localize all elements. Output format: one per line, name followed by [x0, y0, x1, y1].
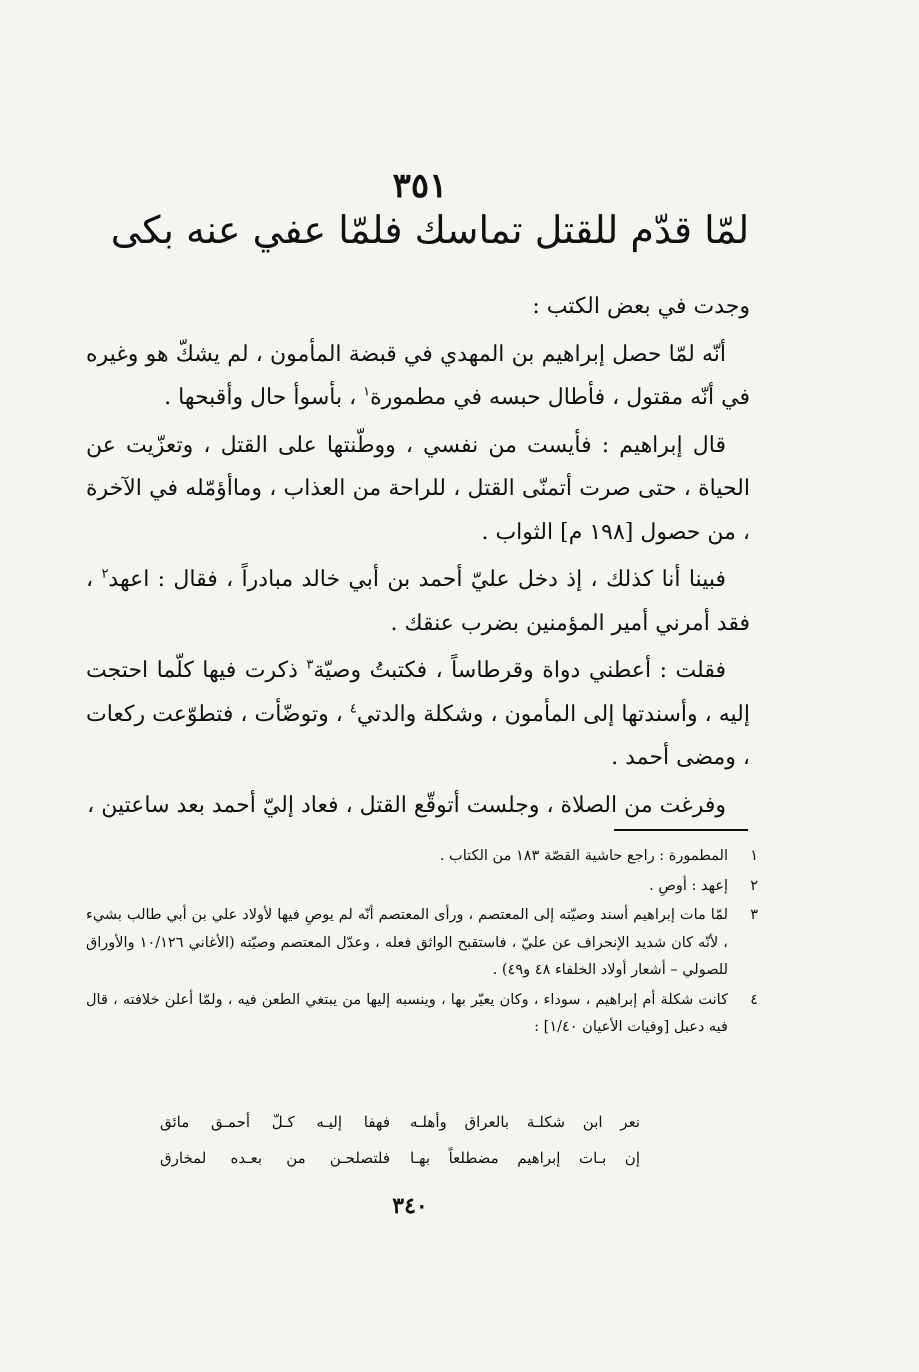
footnote-separator — [614, 829, 748, 831]
footnote-text: إعهد : أوصِ . — [649, 877, 728, 894]
paragraph-6-text: وفرغت من الصلاة ، وجلست أتوقّع القتل ، فعاد إليّ أحمد بعد ساعتين ، — [87, 792, 726, 818]
paragraph-5 — [86, 649, 750, 780]
footnotes — [86, 843, 758, 1044]
paragraph-4-text: فبينا أنا كذلك ، إذ دخل عليّ أحمد بن أبي خالد مبادراً ، فقال : اعهد — [108, 567, 726, 592]
footnote-ref-3: ٣ — [306, 657, 314, 673]
paragraph-3 — [86, 424, 750, 555]
footnote-text: كانت شكلة أم إبراهيم ، سوداء ، وكان يعيّر بها ، وينسبه إليها من يبتغي الطعن فيه ، ولمّا أعلن خلافته ، قال فيه دعبل [وفيات الأعيان ١/٤٠] : — [86, 991, 728, 1035]
poem-hemistich-first: نعر ابن شكلـة بالعراق وأهلـه — [410, 1113, 640, 1131]
footnote — [86, 873, 758, 901]
story-title: لمّا قدّم للقتل تماسك فلمّا عفي عنه بكى — [110, 208, 750, 252]
paragraph-5-end: ، وتوضّأت ، فتطوّعت ركعات ، ومضى أحمد . — [86, 701, 750, 770]
paragraph-1 — [86, 285, 750, 329]
paragraph-2-text: أنّه لمّا حصل إبراهيم بن المهدي في قبضة المأمون ، لم يشكّ هو وغيره في أنّه مقتول ، فأطال حبسه في مطمورة — [86, 341, 750, 410]
footnote-text: المطمورة : راجع حاشية القصّة ١٨٣ من الكتاب . — [439, 848, 728, 864]
footnote-text: لمّا مات إبراهيم أسند وصيّته إلى المعتصم ، ورأى المعتصم أنّه لم يوصِ فيها لأولاد علي بن أبي طالب بشيء ، لأنّه كان شديد الإنحراف عن عليّ ، فاستقبح الواثق فعله ، وعدّل المعتصم وصيّته (الأغاني ١٠/١٢٦ والأوراق للصولي – أشعار أولاد الخلفاء ٤٨ و٤٩) . — [86, 907, 728, 978]
paragraph-6 — [86, 784, 750, 828]
poem — [160, 1104, 640, 1176]
poem-hemistich-second: فهفا إليـه كـلّ أحمـق مائق — [160, 1113, 390, 1131]
story-number: ٣٥١ — [392, 166, 448, 206]
footnote-ref-4: ٤ — [349, 701, 357, 717]
poem-line — [160, 1140, 640, 1176]
paragraph-1-text: وجدت في بعض الكتب : — [532, 294, 750, 319]
poem-hemistich-first: إن بـات إبراهيم مضطلعاً بهـا — [410, 1149, 640, 1167]
paragraph-3-text: قال إبراهيم : فأيست من نفسي ، ووطّنتها على القتل ، وتعزّيت عن الحياة ، حتى صرت أتمنّى القتل ، للراحة من العذاب ، وماأؤمّله في الآخرة ، من حصول [١٩٨ م] الثواب . — [86, 432, 750, 545]
poem-line — [160, 1104, 640, 1140]
paragraph-4 — [86, 558, 750, 645]
footnote-number: ٤ — [750, 991, 758, 1008]
poem-hemistich-second: فلتصلحـن من بعـده لمخارق — [160, 1149, 390, 1167]
footnote-number: ٢ — [750, 877, 758, 894]
footnote — [86, 902, 758, 985]
footnote — [86, 987, 758, 1042]
footnote-number: ١ — [750, 848, 758, 864]
paragraph-4-end: ، فقد أمرني أمير المؤمنين بضرب عنقك . — [86, 567, 750, 636]
footnote-ref-2: ٢ — [101, 566, 109, 582]
paragraph-2 — [86, 333, 750, 420]
footnote — [86, 843, 758, 871]
footnote-number: ٣ — [750, 907, 758, 923]
paragraph-5-text: فقلت : أعطني دواة وقرطاساً ، فكتبتُ وصيّة — [313, 658, 726, 683]
page-number: ٣٤٠ — [392, 1193, 428, 1219]
paragraph-5-middle: ذكرت فيها كلّما احتجت إليه ، وأسندتها إلى المأمون ، وشكلة والدتي — [86, 658, 751, 727]
paragraph-2-end: ، بأسوأ حال وأقبحها . — [164, 385, 364, 410]
footnote-ref-1: ١ — [363, 384, 371, 400]
story-body — [86, 285, 750, 831]
